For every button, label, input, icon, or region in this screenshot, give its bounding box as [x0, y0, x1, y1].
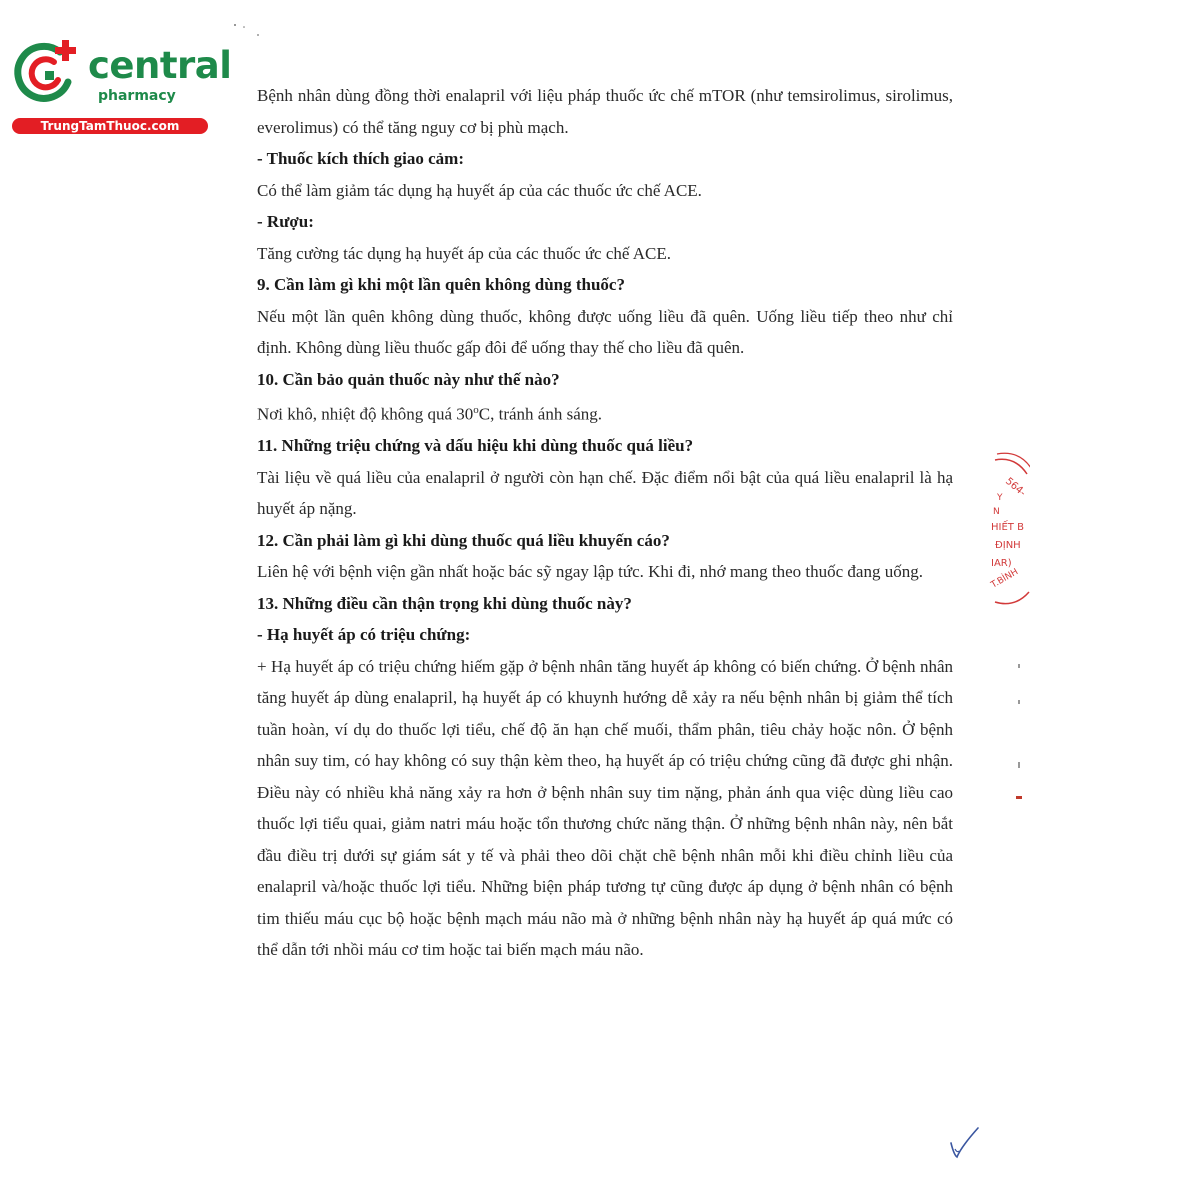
hypotension-heading: - Hạ huyết áp có triệu chứng:: [257, 625, 471, 645]
question-9-heading: 9. Cần làm gì khi một lần quên không dùng thuốc?: [257, 275, 625, 294]
stamp-text-dinh: ĐỊNH: [995, 540, 1021, 551]
red-mark: [1016, 796, 1022, 799]
central-pharmacy-logo[interactable]: [10, 38, 232, 138]
stamp-text-thiet: HIẾT B: [991, 522, 1024, 533]
stamp-text-iar: IAR): [991, 558, 1012, 569]
gray-tick-3: [1018, 762, 1020, 768]
hypotension-paragraph: + Hạ huyết áp có triệu chứng hiếm gặp ở bệnh nhân tăng huyết áp không có biến chứng. Ở bệnh nhân tăng huyết áp dùng enalapril, hạ huyết áp có khuynh hướng dễ xảy ra nếu bệnh nhân bị giảm thể tích tuần hoàn, ví dụ do thuốc lợi tiểu, chế độ ăn hạn chế muối, thẩm phân, tiêu chảy hoặc nôn. Ở bệnh nhân suy tim, có hay không có suy thận kèm theo, hạ huyết áp có triệu chứng cũng đã được ghi nhận. Điều này có nhiều khả năng xảy ra hơn ở bệnh nhân suy tim nặng, phản ánh qua việc dùng liều cao thuốc lợi tiểu quai, giảm natri máu hoặc tổn thương chức năng thận. Ở những bệnh nhân này, nên bắt đầu điều trị dưới sự giám sát y tế và phải theo dõi chặt chẽ bệnh nhân mỗi khi điều chỉnh liều của enalapril và/hoặc thuốc lợi tiểu. Những biện pháp tương tự cũng được áp dụng ở bệnh nhân có bệnh tim thiếu máu cục bộ hoặc bệnh mạch máu não mà ở những bệnh nhân này hạ huyết áp quá mức có thể dẫn tới nhồi máu cơ tim hoặc tai biến mạch máu não.: [257, 656, 953, 960]
alcohol-heading: - Rượu:: [257, 212, 314, 231]
question-12-heading: 12. Cần phải làm gì khi dùng thuốc quá liều khuyến cáo?: [257, 530, 670, 550]
question-11-heading: 11. Những triệu chứng và dấu hiệu khi dùng thuốc quá liều?: [257, 436, 694, 456]
stamp-text-binh: T.BÌNH: [989, 567, 1021, 591]
degree-superscript: o: [473, 404, 479, 416]
signature-icon: [945, 1125, 985, 1165]
stamp-text-number: 564-: [1003, 475, 1028, 499]
storage-text-after: C, tránh ánh sáng.: [478, 404, 603, 424]
storage-text-before: Nơi khô, nhiệt độ không quá 30: [257, 404, 474, 424]
question-13-heading: 13. Những điều cần thận trọng khi dùng thuốc này?: [257, 593, 632, 613]
answer-12-paragraph: Liên hệ với bệnh viện gần nhất hoặc bác sỹ ngay lập tức. Khi đi, nhớ mang theo thuốc đang uống.: [257, 562, 923, 582]
gray-tick-1: [1018, 664, 1020, 668]
document-body: [257, 80, 953, 966]
gray-tick-2: [1018, 700, 1020, 704]
red-stamp: [985, 452, 1030, 612]
answer-11-paragraph: Tài liệu về quá liều của enalapril ở người còn hạn chế. Đặc điểm nổi bật của quá liều enalapril là hạ huyết áp nặng.: [257, 467, 953, 519]
sympathomimetic-heading: - Thuốc kích thích giao cảm:: [257, 149, 465, 168]
question-10-heading: 10. Cần bảo quản thuốc này như thế nào?: [257, 369, 560, 389]
sympathomimetic-paragraph: Có thể làm giảm tác dụng hạ huyết áp của các thuốc ức chế ACE.: [257, 180, 702, 200]
pharmacy-logo-icon: [10, 38, 80, 108]
scan-specks: [230, 20, 270, 40]
answer-9-paragraph: Nếu một lần quên không dùng thuốc, không được uống liều đã quên. Uống liều tiếp theo như chỉ định. Không dùng liều thuốc gấp đôi để uống thay thế cho liều đã quên.: [257, 306, 953, 357]
stamp-text-n: N: [993, 507, 1000, 517]
logo-subtitle: pharmacy: [98, 88, 176, 104]
mtor-interaction-paragraph: Bệnh nhân dùng đồng thời enalapril với liệu pháp thuốc ức chế mTOR (như temsirolimus, sirolimus, everolimus) có thể tăng nguy cơ bị phù mạch.: [257, 86, 953, 137]
stamp-graphic: [985, 452, 1030, 612]
answer-10-paragraph: [257, 395, 953, 430]
logo-brand-name: central: [88, 44, 232, 87]
stamp-text-y: Y: [997, 493, 1003, 503]
logo-website-link[interactable]: TrungTamThuoc.com: [12, 118, 208, 134]
alcohol-paragraph: Tăng cường tác dụng hạ huyết áp của các thuốc ức chế ACE.: [257, 243, 672, 263]
